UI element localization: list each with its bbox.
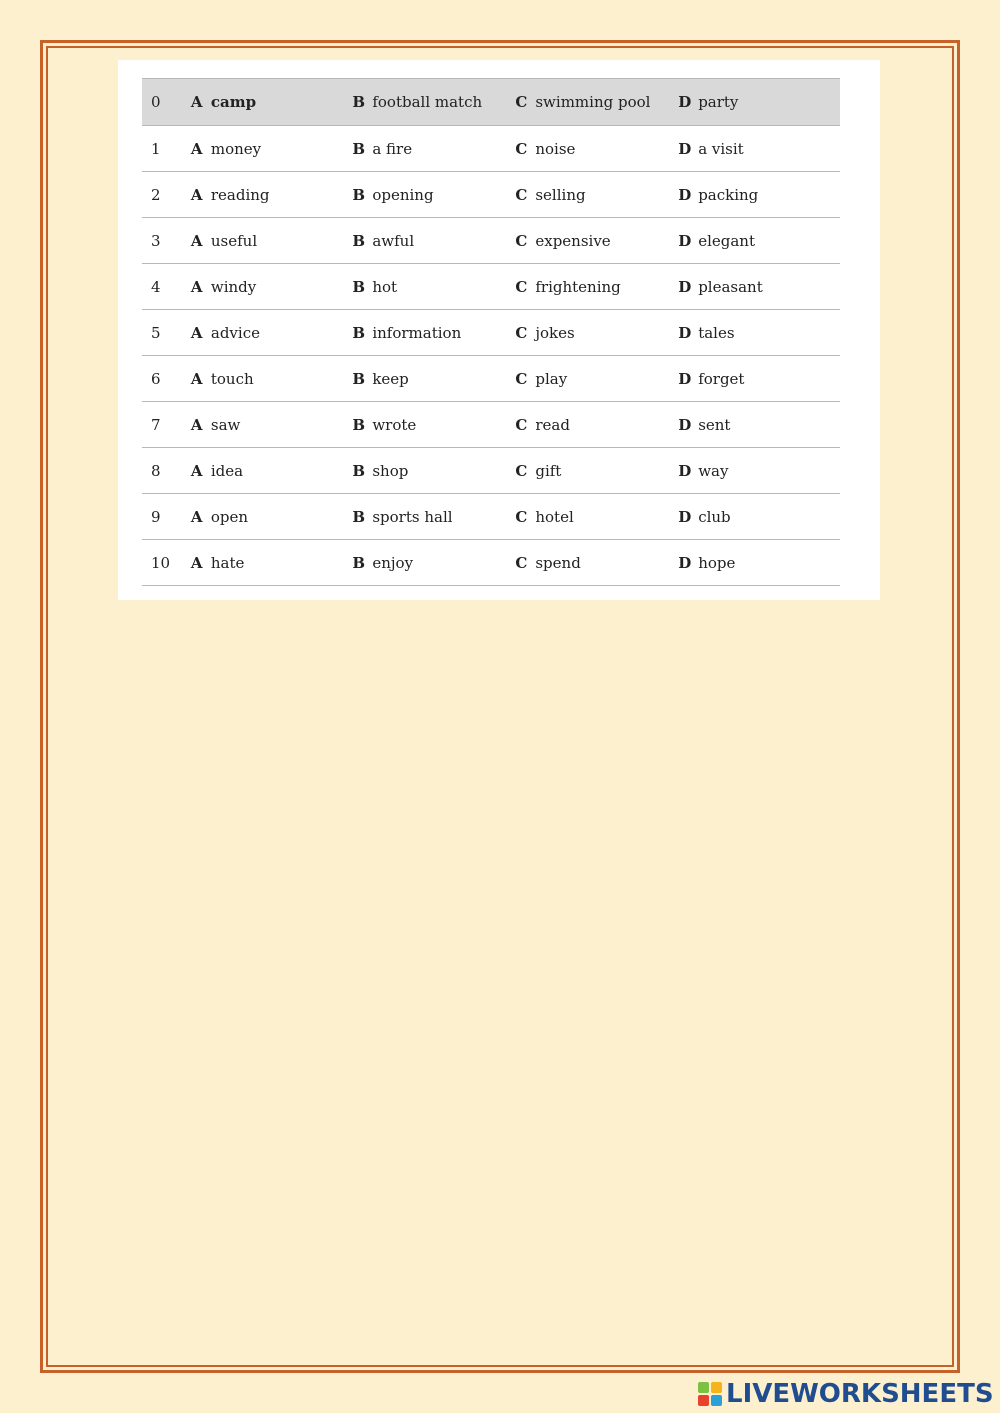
option-letter: B (352, 139, 366, 158)
option-letter: D (678, 277, 692, 296)
option-letter: D (678, 553, 692, 572)
option-word: windy (210, 277, 257, 296)
option-b (352, 356, 515, 402)
option-word: swimming pool (535, 93, 651, 111)
option-word: forget (698, 369, 745, 388)
option-d (678, 218, 840, 264)
question-number: 8 (142, 448, 191, 494)
option-d (678, 310, 840, 356)
option-letter: B (352, 185, 366, 204)
logo-text: LIVEWORKSHEETS (726, 1379, 994, 1409)
option-word: selling (535, 185, 586, 204)
option-word: advice (210, 323, 260, 342)
option-word: read (535, 415, 570, 434)
option-letter: A (190, 369, 203, 388)
option-word: useful (210, 231, 258, 250)
option-word: jokes (535, 323, 575, 342)
question-row (142, 172, 840, 218)
option-b (352, 310, 515, 356)
option-letter: A (190, 507, 203, 526)
option-b (352, 218, 515, 264)
option-word: information (372, 323, 462, 342)
option-d (678, 494, 840, 540)
option-word: enjoy (372, 553, 414, 572)
option-letter: B (352, 369, 366, 388)
option-d (678, 126, 840, 172)
option-word: a visit (698, 139, 744, 158)
option-word: club (698, 507, 731, 526)
option-letter: B (352, 277, 366, 296)
question-number: 10 (142, 540, 191, 586)
option-letter: B (352, 93, 366, 111)
option-a (191, 310, 352, 356)
option-letter: B (352, 553, 366, 572)
question-row (142, 218, 840, 264)
question-row (142, 402, 840, 448)
option-letter: D (678, 231, 692, 250)
question-number: 6 (142, 356, 191, 402)
option-letter: C (515, 277, 528, 296)
example-row (142, 79, 840, 126)
option-word: opening (372, 185, 434, 204)
option-d (678, 356, 840, 402)
option-c (515, 79, 678, 126)
question-number: 2 (142, 172, 191, 218)
option-a (191, 494, 352, 540)
option-c (515, 356, 678, 402)
option-letter: A (190, 231, 203, 250)
option-d (678, 79, 840, 126)
option-letter: C (515, 415, 528, 434)
option-word: touch (210, 369, 254, 388)
option-letter: A (190, 139, 203, 158)
option-word: pleasant (698, 277, 763, 296)
option-letter: C (515, 553, 528, 572)
option-letter: A (190, 461, 203, 480)
option-b (352, 264, 515, 310)
option-letter: D (678, 461, 692, 480)
option-letter: D (678, 139, 692, 158)
option-b (352, 126, 515, 172)
option-word: keep (372, 369, 409, 388)
option-b (352, 540, 515, 586)
option-d (678, 448, 840, 494)
option-letter: B (352, 507, 366, 526)
option-c (515, 264, 678, 310)
option-a (191, 402, 352, 448)
option-letter: C (515, 185, 528, 204)
option-d (678, 540, 840, 586)
option-word: gift (535, 461, 562, 480)
option-word: saw (210, 415, 241, 434)
option-letter: C (515, 369, 528, 388)
option-b (352, 79, 515, 126)
option-word: wrote (372, 415, 417, 434)
option-letter: B (352, 231, 366, 250)
option-word: money (210, 139, 262, 158)
option-word: hotel (535, 507, 574, 526)
option-word: packing (698, 185, 759, 204)
option-letter: C (515, 139, 528, 158)
option-letter: A (190, 553, 203, 572)
option-b (352, 448, 515, 494)
question-row (142, 494, 840, 540)
question-number: 1 (142, 126, 191, 172)
option-word: hate (210, 553, 245, 572)
question-number: 0 (142, 79, 191, 126)
option-c (515, 448, 678, 494)
option-word: sports hall (372, 507, 453, 526)
question-number: 5 (142, 310, 191, 356)
option-c (515, 494, 678, 540)
option-word: sent (698, 415, 731, 434)
option-word: party (698, 93, 739, 111)
option-letter: C (515, 507, 528, 526)
options-table (142, 78, 840, 586)
option-a (191, 126, 352, 172)
option-word: spend (535, 553, 581, 572)
option-word: idea (210, 461, 244, 480)
question-row (142, 310, 840, 356)
option-a (191, 356, 352, 402)
exercise-panel (118, 60, 880, 600)
question-row (142, 356, 840, 402)
option-c (515, 172, 678, 218)
option-word: football match (372, 93, 483, 111)
question-row (142, 540, 840, 586)
option-word: tales (698, 323, 735, 342)
option-word: frightening (535, 277, 621, 296)
option-word: elegant (698, 231, 755, 250)
option-word: shop (372, 461, 409, 480)
option-c (515, 310, 678, 356)
option-letter: C (515, 461, 528, 480)
question-row (142, 126, 840, 172)
option-letter: A (190, 277, 203, 296)
question-number: 9 (142, 494, 191, 540)
option-a (191, 218, 352, 264)
option-letter: A (190, 93, 203, 111)
option-b (352, 494, 515, 540)
option-word: play (535, 369, 568, 388)
option-letter: D (678, 369, 692, 388)
option-word: hot (372, 277, 398, 296)
option-word: camp (210, 93, 257, 111)
option-a (191, 79, 352, 126)
option-word: expensive (535, 231, 611, 250)
option-word: reading (210, 185, 270, 204)
question-row (142, 448, 840, 494)
option-letter: D (678, 507, 692, 526)
option-c (515, 126, 678, 172)
option-letter: D (678, 185, 692, 204)
option-d (678, 264, 840, 310)
option-word: awful (372, 231, 415, 250)
option-word: way (698, 461, 729, 480)
option-d (678, 402, 840, 448)
question-number: 3 (142, 218, 191, 264)
option-a (191, 172, 352, 218)
option-c (515, 218, 678, 264)
option-letter: C (515, 93, 528, 111)
option-a (191, 264, 352, 310)
option-c (515, 402, 678, 448)
option-c (515, 540, 678, 586)
option-letter: C (515, 323, 528, 342)
option-letter: C (515, 231, 528, 250)
option-letter: A (190, 415, 203, 434)
option-d (678, 172, 840, 218)
option-letter: B (352, 461, 366, 480)
option-letter: A (190, 323, 203, 342)
liveworksheets-logo[interactable] (698, 1378, 994, 1410)
option-letter: D (678, 93, 692, 111)
option-letter: B (352, 323, 366, 342)
option-letter: D (678, 323, 692, 342)
liveworksheets-logo-icon (698, 1382, 722, 1406)
option-b (352, 402, 515, 448)
question-row (142, 264, 840, 310)
option-a (191, 448, 352, 494)
option-word: noise (535, 139, 576, 158)
question-number: 7 (142, 402, 191, 448)
option-word: hope (698, 553, 736, 572)
option-letter: D (678, 415, 692, 434)
option-b (352, 172, 515, 218)
option-letter: B (352, 415, 366, 434)
option-a (191, 540, 352, 586)
option-word: a fire (372, 139, 413, 158)
option-letter: A (190, 185, 203, 204)
option-word: open (210, 507, 249, 526)
question-number: 4 (142, 264, 191, 310)
